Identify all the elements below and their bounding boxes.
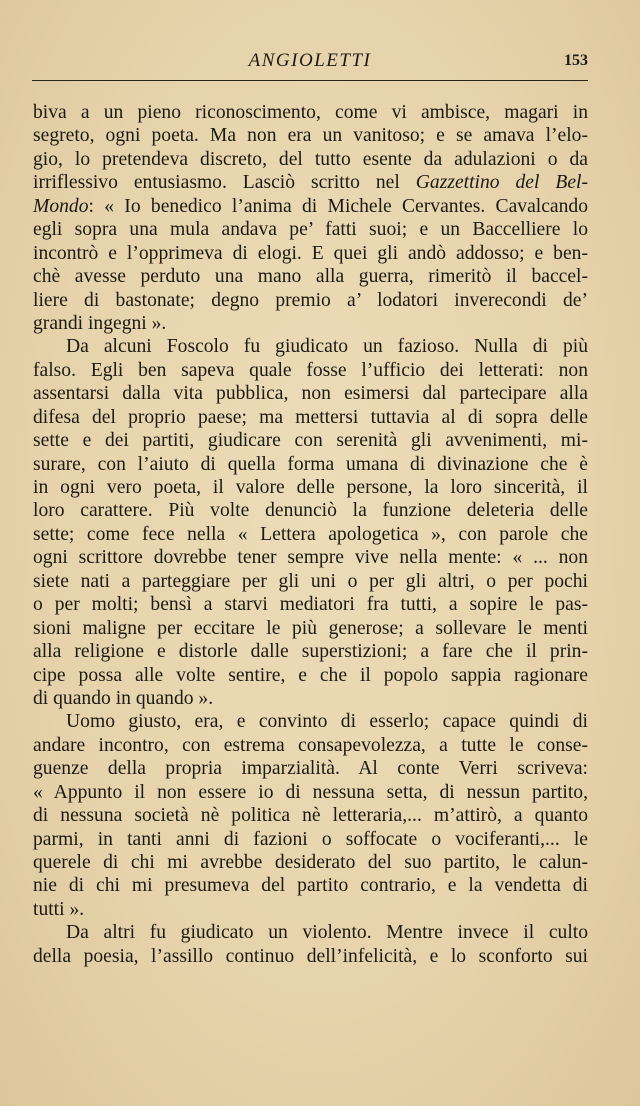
text-line: sette; come fece nella « Lettera apologetica », con parole che xyxy=(33,523,588,545)
text-line: chè avesse perduto una mano alla guerra, rimeritò il baccel- xyxy=(33,266,588,288)
text-line: egli sopra una mula andava pe’ fatti suoi; e un Baccelliere lo xyxy=(33,219,588,241)
text-line xyxy=(33,195,588,218)
text-line: della poesia, l’assillo continuo dell’infelicità, e lo sconforto sui xyxy=(33,945,588,967)
text-line: biva a un pieno riconoscimento, come vi ambisce, magari in xyxy=(33,102,588,123)
text-line: segreto, ogni poeta. Ma non era un vanitoso; e se amava l’elo- xyxy=(33,125,588,147)
text-line: falso. Egli ben sapeva quale fosse l’ufficio dei letterati: non xyxy=(33,359,588,381)
text-line: difesa del proprio paese; ma mettersi tuttavia al di sopra delle xyxy=(33,406,588,428)
text-line xyxy=(33,171,588,194)
text-line: in ogni vero poeta, il valore delle persone, la loro sincerità, il xyxy=(33,477,588,498)
text-line: o per molti; bensì a starvi mediatori fra tutti, a sopire le pas- xyxy=(33,594,588,616)
text-line: liere di bastonate; degno premio a’ lodatori inverecondi de’ xyxy=(33,289,588,311)
italic-title: Gazzettino del Bel- xyxy=(415,172,588,194)
text-line: di quando in quando ». xyxy=(33,687,214,709)
text-line: ogni scrittore dovrebbe tener sempre vive nella mente: « ... non xyxy=(33,547,588,569)
text-segment: : « Io benedico l’anima di Michele Cervantes. Cavalcando xyxy=(88,195,588,217)
text-line: parmi, in tanti anni di fazioni o soffocate o vociferanti,... le xyxy=(33,828,588,850)
running-head xyxy=(32,50,588,76)
text-line: sioni maligne per eccitare le più generose; a sollevare le menti xyxy=(33,617,588,639)
text-line: grandi ingegni ». xyxy=(33,312,167,334)
text-line: Uomo giusto, era, e convinto di esserlo; capace quindi di xyxy=(66,711,588,733)
text-line: surare, con l’aiuto di quella forma umana di divinazione che è xyxy=(33,453,588,475)
header-rule xyxy=(32,80,588,81)
text-line: Da alcuni Foscolo fu giudicato un fazioso. Nulla di più xyxy=(66,336,588,358)
text-line: andare incontro, con estrema consapevolezza, a tutte le conse- xyxy=(33,734,588,756)
italic-title: Mondo xyxy=(33,195,89,217)
text-line: assentarsi dalla vita pubblica, non esimersi dal partecipare alla xyxy=(33,383,588,405)
text-line: Da altri fu giudicato un violento. Mentre invece il culto xyxy=(66,922,588,944)
running-head-title: ANGIOLETTI xyxy=(248,50,372,71)
text-line: alla religione e distorle dalle superstizioni; a fare che il prin- xyxy=(33,641,588,663)
body-text xyxy=(33,101,588,968)
text-line: nie di chi mi presumeva del partito contrario, e la vendetta di xyxy=(33,875,588,897)
text-line: loro carattere. Più volte denunciò la funzione deleteria delle xyxy=(33,500,588,522)
text-line: tutti ». xyxy=(33,898,85,920)
text-line: « Appunto il non essere io di nessuna setta, di nessun partito, xyxy=(33,781,588,803)
text-line: cipe possa alle volte sentire, e che il popolo sappia ragionare xyxy=(33,664,588,686)
text-line: guenze della propria imparzialità. Al conte Verri scriveva: xyxy=(33,758,588,780)
text-line: siete nati a parteggiare per gli uni o per gli altri, o per pochi xyxy=(33,570,588,592)
text-line: incontrò e l’opprimeva di elogi. E quei gli andò addosso; e ben- xyxy=(33,242,588,264)
text-line: gio, lo pretendeva discreto, del tutto esente da adulazioni o da xyxy=(33,148,588,170)
text-line: di nessuna società nè politica nè letteraria,... m’attirò, a quanto xyxy=(33,805,588,827)
text-line: querele di chi mi avrebbe desiderato del suo partito, le calun- xyxy=(33,852,588,873)
text-line: sette e dei partiti, giudicare con serenità gli avvenimenti, mi- xyxy=(33,430,588,452)
text-segment: irriflessivo entusiasmo. Lasciò scritto nel xyxy=(33,172,416,194)
page-number: 153 xyxy=(564,52,588,69)
